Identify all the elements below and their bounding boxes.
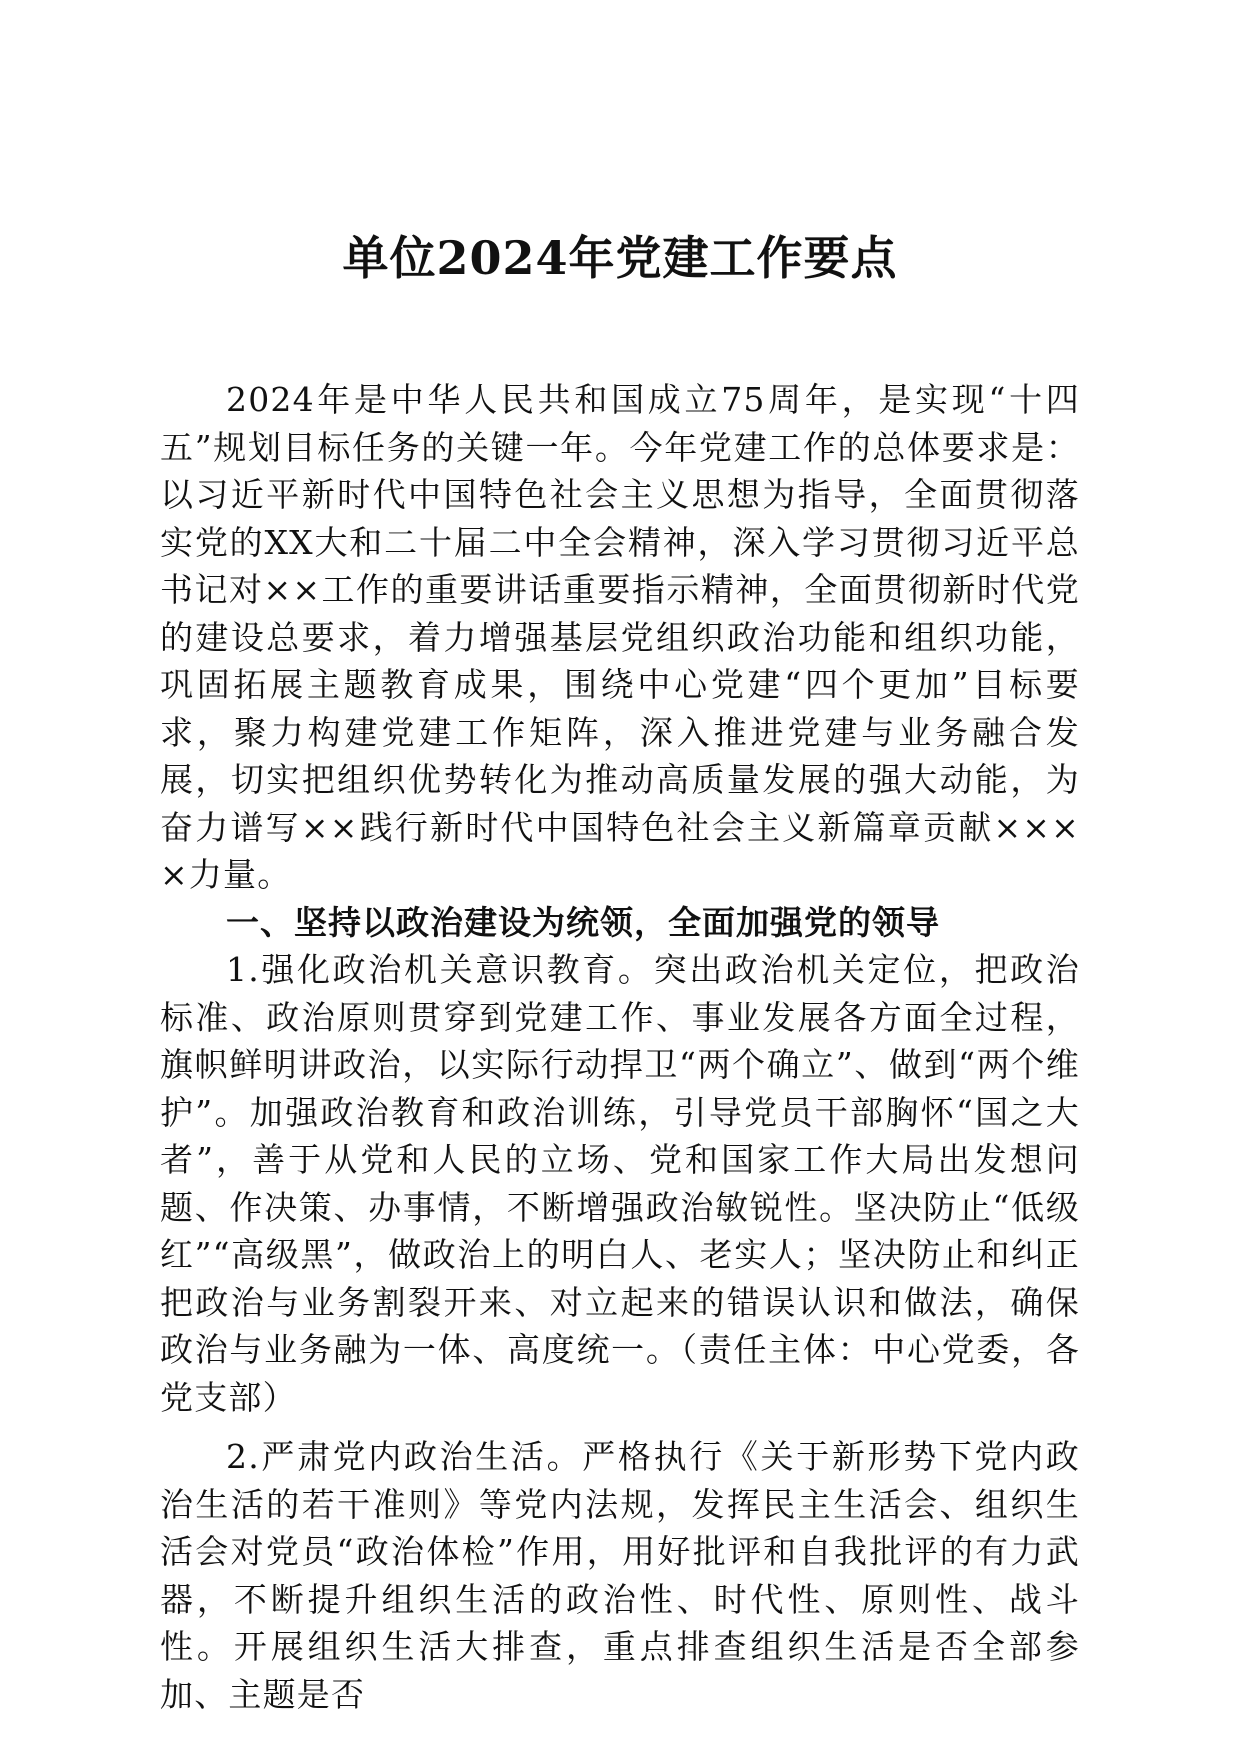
document-title: 单位2024年党建工作要点 [342,231,898,285]
section-heading-1: 一、坚持以政治建设为统领，全面加强党的领导 [226,902,940,942]
item-paragraph-1: 1.强化政治机关意识教育。突出政治机关定位，把政治标准、政治原则贯穿到党建工作、事业发展各方面全过程，旗帜鲜明讲政治，以实际行动捍卫“两个确立”、做到“两个维护”。加强政治教育和政治训练，引导党员干部胸怀“国之大者”，善于从党和人民的立场、党和国家工作大局出发想问题、作决策、办事情，不断增强政治敏锐性。坚决防止“低级红”“高级黑”，做政治上的明白人、老实人；坚决防止和纠正把政治与业务割裂开来、对立起来的错误认识和做法，确保政治与业务融为一体、高度统一。（责任主体：中心党委，各党支部） [160,950,1080,1417]
document-body [160,376,1080,1718]
intro-paragraph: 2024年是中华人民共和国成立75周年，是实现“十四五”规划目标任务的关键一年。今年党建工作的总体要求是：以习近平新时代中国特色社会主义思想为指导，全面贯彻落实党的XX大和二十届二中全会精神，深入学习贯彻习近平总书记对××工作的重要讲话重要指示精神，全面贯彻新时代党的建设总要求，着力增强基层党组织政治功能和组织功能，巩固拓展主题教育成果，围绕中心党建“四个更加”目标要求，聚力构建党建工作矩阵，深入推进党建与业务融合发展，切实把组织优势转化为推动高质量发展的强大动能，为奋力谱写××践行新时代中国特色社会主义新篇章贡献××××力量。 [160,380,1080,894]
item-paragraph-2: 2.严肃党内政治生活。严格执行《关于新形势下党内政治生活的若干准则》等党内法规，发挥民主生活会、组织生活会对党员“政治体检”作用，用好批评和自我批评的有力武器，不断提升组织生活的政治性、时代性、原则性、战斗性。开展组织生活大排查，重点排查组织生活是否全部参加、主题是否 [160,1437,1080,1714]
